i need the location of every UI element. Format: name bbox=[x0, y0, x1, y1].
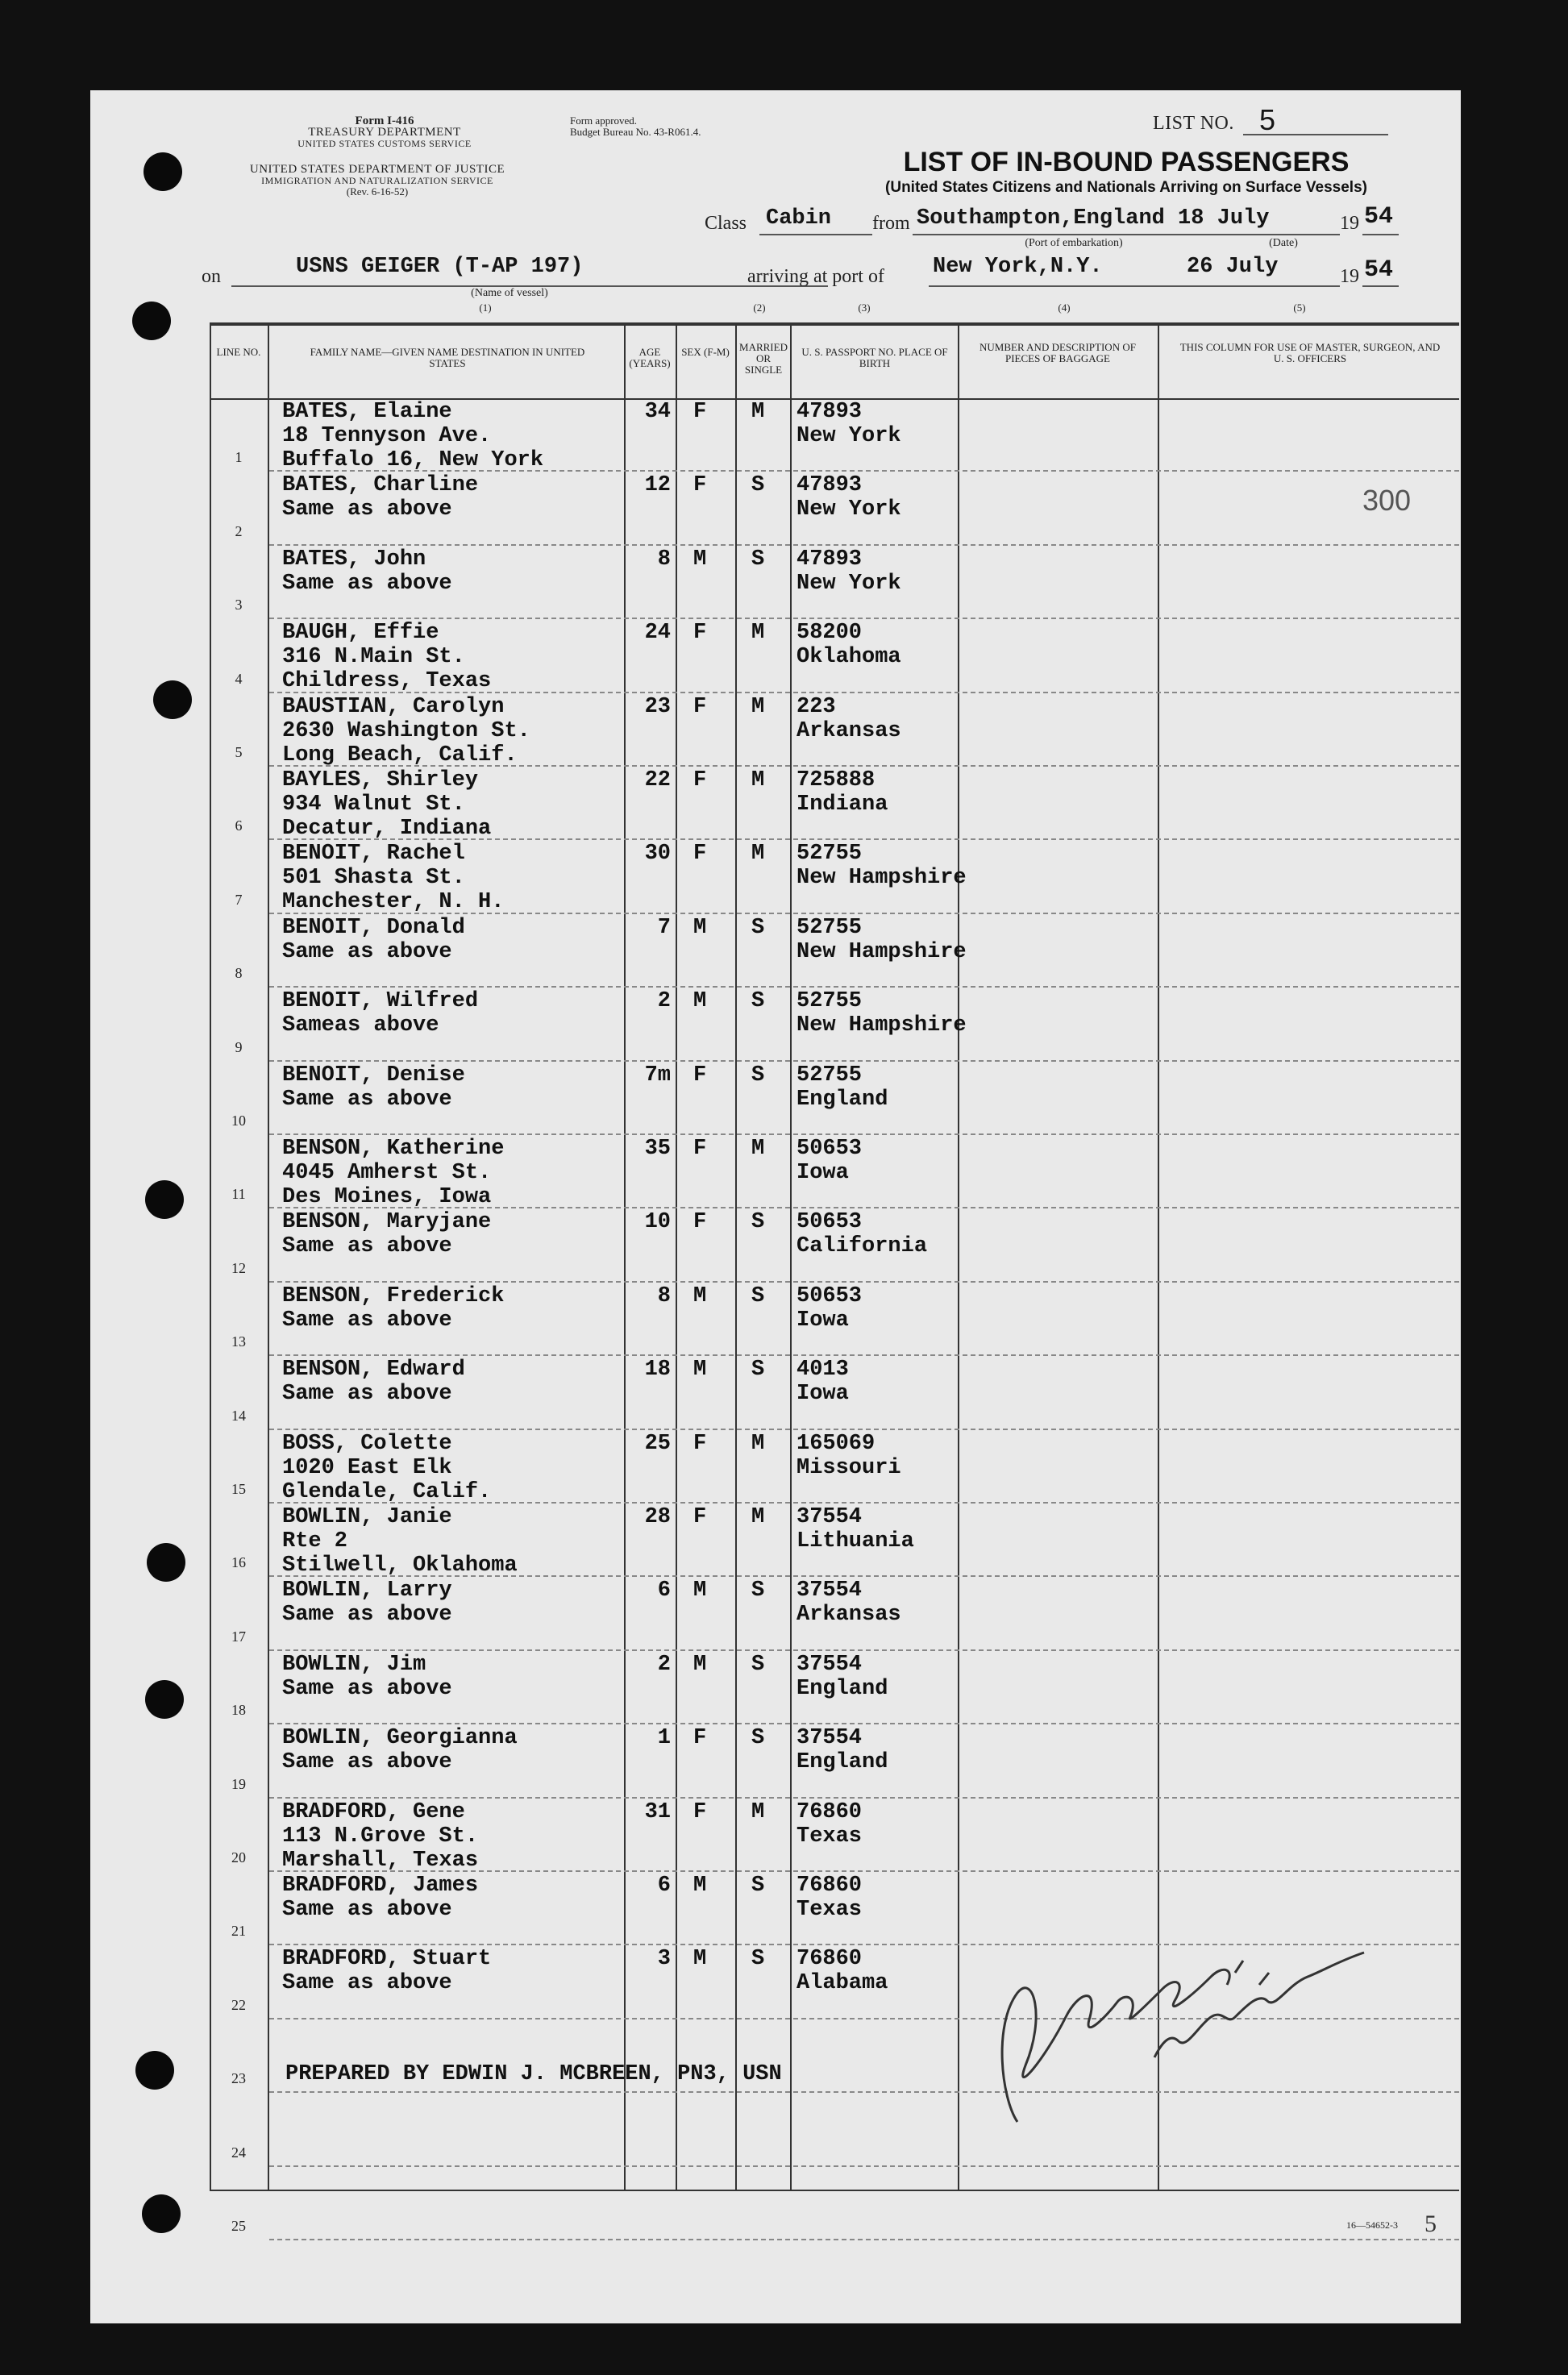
place-of-birth: New York bbox=[796, 424, 901, 448]
passenger-sex: F bbox=[693, 1137, 707, 1161]
passenger-name: BENOIT, Denise bbox=[282, 1063, 465, 1088]
passenger-age: 6 bbox=[657, 1578, 671, 1603]
marital-status: M bbox=[751, 842, 765, 867]
row-line-number: 19 bbox=[231, 1775, 246, 1792]
side-number: 300 bbox=[1362, 484, 1412, 517]
passenger-age: 34 bbox=[644, 400, 671, 424]
row-line-number: 9 bbox=[235, 1038, 243, 1055]
marital-status: S bbox=[751, 1947, 765, 1972]
destination-line-1: Same as above bbox=[282, 1382, 452, 1407]
table-row bbox=[210, 400, 1459, 473]
passenger-age: 30 bbox=[644, 842, 671, 867]
destination-line-1: 4045 Amherst St. bbox=[282, 1161, 492, 1185]
marital-status: M bbox=[751, 694, 765, 719]
passenger-name: BOWLIN, Georgianna bbox=[282, 1726, 518, 1751]
passenger-name: BOWLIN, Jim bbox=[282, 1652, 426, 1677]
marital-status: S bbox=[751, 547, 765, 572]
date-caption: (Date) bbox=[1269, 237, 1298, 249]
row-line-number: 16 bbox=[231, 1554, 246, 1571]
passenger-name: BAYLES, Shirley bbox=[282, 768, 479, 792]
passport-number: 52755 bbox=[796, 989, 863, 1014]
passenger-name: BRADFORD, Gene bbox=[282, 1799, 465, 1824]
row-line-number: 24 bbox=[231, 2144, 246, 2161]
col-num-3: (3) bbox=[858, 302, 871, 314]
list-no-label: LIST NO. bbox=[1153, 113, 1234, 134]
marital-status: S bbox=[751, 1578, 765, 1603]
passenger-sex: M bbox=[693, 547, 707, 572]
passenger-age: 2 bbox=[657, 989, 671, 1014]
passenger-age: 8 bbox=[657, 1283, 671, 1308]
vessel-caption: (Name of vessel) bbox=[471, 287, 548, 299]
passport-number: 47893 bbox=[796, 400, 863, 424]
row-line-number: 11 bbox=[231, 1186, 246, 1203]
row-line-number: 18 bbox=[231, 1702, 246, 1719]
binder-hole bbox=[135, 2051, 174, 2090]
table-row bbox=[210, 1505, 1459, 1578]
passenger-name: BOWLIN, Larry bbox=[282, 1578, 452, 1603]
passport-number: 37554 bbox=[796, 1505, 863, 1529]
passenger-age: 6 bbox=[657, 1874, 671, 1898]
marital-status: M bbox=[751, 1137, 765, 1161]
passport-number: 223 bbox=[796, 694, 836, 719]
destination-line-2: Marshall, Texas bbox=[282, 1848, 479, 1873]
marital-status: S bbox=[751, 1358, 765, 1383]
passenger-name: BAUGH, Effie bbox=[282, 621, 439, 646]
col-header-baggage: NUMBER AND DESCRIPTION OF PIECES OF BAGGAGE bbox=[979, 341, 1136, 364]
destination-line-1: Rte 2 bbox=[282, 1529, 348, 1554]
form-subtitle: (United States Citizens and Nationals Arriving on Surface Vessels) bbox=[885, 179, 1367, 196]
budget-bureau: Budget Bureau No. 43-R061.4. bbox=[570, 126, 701, 138]
col-num-5: (5) bbox=[1293, 302, 1306, 314]
passenger-sex: F bbox=[693, 400, 707, 424]
place-of-birth: Lithuania bbox=[796, 1529, 914, 1554]
year-prefix-2: 19 bbox=[1340, 266, 1359, 287]
passenger-sex: F bbox=[693, 1063, 707, 1088]
passenger-sex: M bbox=[693, 1874, 707, 1898]
row-line-number: 15 bbox=[231, 1480, 246, 1497]
table-row bbox=[210, 842, 1459, 915]
dept-treasury: TREASURY DEPARTMENT bbox=[308, 126, 461, 139]
destination-line-1: 501 Shasta St. bbox=[282, 866, 465, 891]
row-line-number: 17 bbox=[231, 1628, 246, 1645]
officer-signature bbox=[969, 1896, 1388, 2138]
marital-status: S bbox=[751, 989, 765, 1014]
table-row bbox=[210, 1726, 1459, 1799]
col-num-2: (2) bbox=[753, 302, 766, 314]
passport-number: 725888 bbox=[796, 768, 876, 792]
binder-hole bbox=[147, 1543, 185, 1582]
table-row bbox=[210, 1578, 1459, 1652]
col-header-line-no: LINE NO. bbox=[216, 346, 261, 358]
passport-number: 50653 bbox=[796, 1283, 863, 1308]
marital-status: M bbox=[751, 400, 765, 424]
marital-status: S bbox=[751, 1063, 765, 1088]
from-value: Southampton,England 18 July bbox=[917, 206, 1270, 231]
col-header-passport: U. S. PASSPORT NO. PLACE OF BIRTH bbox=[801, 346, 948, 369]
destination-line-1: Same as above bbox=[282, 1750, 452, 1775]
passenger-age: 35 bbox=[644, 1137, 671, 1161]
place-of-birth: Iowa bbox=[796, 1308, 849, 1333]
passenger-sex: M bbox=[693, 1358, 707, 1383]
place-of-birth: New Hampshire bbox=[796, 866, 967, 891]
passenger-name: BENSON, Katherine bbox=[282, 1137, 505, 1161]
marital-status: S bbox=[751, 1652, 765, 1677]
passenger-sex: F bbox=[693, 694, 707, 719]
destination-line-1: 18 Tennyson Ave. bbox=[282, 424, 492, 448]
passenger-age: 22 bbox=[644, 768, 671, 792]
marital-status: S bbox=[751, 1210, 765, 1235]
passenger-age: 31 bbox=[644, 1799, 671, 1824]
table-row bbox=[210, 1210, 1459, 1283]
table-row bbox=[210, 621, 1459, 694]
table-row bbox=[210, 989, 1459, 1063]
row-line-number: 12 bbox=[231, 1259, 246, 1276]
passenger-name: BENSON, Frederick bbox=[282, 1283, 505, 1308]
passenger-sex: F bbox=[693, 842, 707, 867]
passenger-sex: M bbox=[693, 1578, 707, 1603]
marital-status: M bbox=[751, 1431, 765, 1456]
destination-line-2: Glendale, Calif. bbox=[282, 1479, 492, 1504]
passenger-sex: F bbox=[693, 1799, 707, 1824]
col-header-age: AGE (YEARS) bbox=[629, 346, 671, 369]
destination-line-2: Stilwell, Oklahoma bbox=[282, 1554, 518, 1578]
marital-status: M bbox=[751, 1505, 765, 1529]
marital-status: S bbox=[751, 915, 765, 940]
passport-number: 52755 bbox=[796, 915, 863, 940]
table-row bbox=[210, 1063, 1459, 1137]
row-line-number: 7 bbox=[235, 891, 243, 908]
passenger-sex: M bbox=[693, 1283, 707, 1308]
passenger-name: BENSON, Edward bbox=[282, 1358, 465, 1383]
row-line-number: 23 bbox=[231, 2070, 246, 2087]
table-row bbox=[210, 768, 1459, 842]
passport-number: 76860 bbox=[796, 1874, 863, 1898]
dept-ins: IMMIGRATION AND NATURALIZATION SERVICE bbox=[261, 175, 493, 186]
dept-justice: UNITED STATES DEPARTMENT OF JUSTICE bbox=[249, 163, 505, 176]
table-row bbox=[210, 1432, 1459, 1505]
form-id: Form I-416 bbox=[355, 114, 414, 127]
destination-line-2: Manchester, N. H. bbox=[282, 890, 505, 915]
place-of-birth: Iowa bbox=[796, 1382, 849, 1407]
passport-number: 4013 bbox=[796, 1358, 849, 1383]
marital-status: M bbox=[751, 1799, 765, 1824]
destination-line-2: Buffalo 16, New York bbox=[282, 448, 544, 472]
passenger-age: 2 bbox=[657, 1652, 671, 1677]
passenger-age: 8 bbox=[657, 547, 671, 572]
col-num-4: (4) bbox=[1058, 302, 1071, 314]
row-line-number: 21 bbox=[231, 1923, 246, 1940]
binder-hole bbox=[145, 1680, 184, 1719]
binder-hole bbox=[153, 680, 192, 719]
passenger-age: 7m bbox=[644, 1063, 671, 1088]
col-header-officers: THIS COLUMN FOR USE OF MASTER, SURGEON, AND U. S. OFFICERS bbox=[1179, 341, 1441, 364]
col-header-married: MARRIED OR SINGLE bbox=[739, 341, 788, 376]
dept-customs: UNITED STATES CUSTOMS SERVICE bbox=[297, 138, 472, 149]
year-value-1: 54 bbox=[1364, 203, 1394, 231]
year-value-2: 54 bbox=[1364, 256, 1394, 284]
place-of-birth: Arkansas bbox=[796, 718, 901, 743]
passenger-name: BENOIT, Rachel bbox=[282, 842, 465, 867]
passenger-sex: M bbox=[693, 915, 707, 940]
row-line-number: 25 bbox=[231, 2217, 246, 2234]
table-row bbox=[210, 1358, 1459, 1431]
place-of-birth: Arkansas bbox=[796, 1603, 901, 1628]
destination-line-1: 2630 Washington St. bbox=[282, 718, 530, 743]
place-of-birth: California bbox=[796, 1234, 928, 1259]
row-line-number: 2 bbox=[235, 522, 243, 539]
destination-line-1: Same as above bbox=[282, 1603, 452, 1628]
destination-line-1: Same as above bbox=[282, 497, 452, 522]
passenger-sex: F bbox=[693, 768, 707, 792]
passenger-name: BRADFORD, James bbox=[282, 1874, 479, 1898]
row-line-number: 22 bbox=[231, 1996, 246, 2013]
passenger-sex: F bbox=[693, 1431, 707, 1456]
destination-line-1: Same as above bbox=[282, 1971, 452, 1996]
passenger-sex: M bbox=[693, 1947, 707, 1972]
destination-line-1: Sameas above bbox=[282, 1013, 439, 1038]
col-header-sex: SEX (F-M) bbox=[681, 346, 730, 358]
marital-status: S bbox=[751, 1874, 765, 1898]
place-of-birth: Oklahoma bbox=[796, 645, 901, 670]
passenger-name: BOSS, Colette bbox=[282, 1431, 452, 1456]
place-of-birth: Missouri bbox=[796, 1455, 901, 1480]
passenger-name: BENSON, Maryjane bbox=[282, 1210, 492, 1235]
on-label: on bbox=[202, 266, 221, 287]
passenger-name: BRADFORD, Stuart bbox=[282, 1947, 492, 1972]
destination-line-2: Childress, Texas bbox=[282, 669, 492, 694]
arrival-port: New York,N.Y. bbox=[933, 255, 1103, 279]
passenger-age: 1 bbox=[657, 1726, 671, 1751]
row-line-number: 10 bbox=[231, 1112, 246, 1129]
row-line-number: 8 bbox=[235, 965, 243, 982]
row-line-number: 1 bbox=[235, 449, 243, 466]
row-line-number: 14 bbox=[231, 1407, 246, 1424]
form-title: LIST OF IN-BOUND PASSENGERS bbox=[903, 147, 1350, 177]
passport-number: 52755 bbox=[796, 842, 863, 867]
marital-status: S bbox=[751, 1726, 765, 1751]
binder-hole bbox=[132, 302, 171, 340]
destination-line-2: Long Beach, Calif. bbox=[282, 742, 518, 767]
list-no-value: 5 bbox=[1259, 103, 1276, 136]
passport-number: 47893 bbox=[796, 547, 863, 572]
marital-status: S bbox=[751, 1283, 765, 1308]
passenger-sex: F bbox=[693, 1505, 707, 1529]
col-num-1: (1) bbox=[479, 302, 492, 314]
form-revision: (Rev. 6-16-52) bbox=[346, 185, 409, 198]
passenger-age: 3 bbox=[657, 1947, 671, 1972]
passport-number: 37554 bbox=[796, 1652, 863, 1677]
passport-number: 58200 bbox=[796, 621, 863, 646]
passport-number: 52755 bbox=[796, 1063, 863, 1088]
passenger-age: 12 bbox=[644, 473, 671, 498]
place-of-birth: New York bbox=[796, 571, 901, 596]
destination-line-1: 1020 East Elk bbox=[282, 1455, 452, 1480]
binder-hole bbox=[142, 2194, 181, 2233]
marital-status: M bbox=[751, 768, 765, 792]
table-row bbox=[210, 695, 1459, 768]
passport-number: 50653 bbox=[796, 1210, 863, 1235]
destination-line-1: 934 Walnut St. bbox=[282, 792, 465, 817]
place-of-birth: Texas bbox=[796, 1898, 863, 1922]
destination-line-1: 316 N.Main St. bbox=[282, 645, 465, 670]
table-row bbox=[210, 1653, 1459, 1726]
passenger-name: BENOIT, Wilfred bbox=[282, 989, 479, 1014]
passenger-name: BOWLIN, Janie bbox=[282, 1505, 452, 1529]
place-of-birth: England bbox=[796, 1750, 888, 1775]
passenger-age: 24 bbox=[644, 621, 671, 646]
row-line-number: 5 bbox=[235, 743, 243, 760]
table-row bbox=[210, 1800, 1459, 1874]
passenger-name: BENOIT, Donald bbox=[282, 915, 465, 940]
destination-line-1: Same as above bbox=[282, 1087, 452, 1112]
table-row bbox=[210, 473, 1459, 547]
col-header-name: FAMILY NAME—GIVEN NAME DESTINATION IN UNITED STATES bbox=[310, 346, 585, 369]
year-prefix-1: 19 bbox=[1340, 213, 1359, 234]
passenger-age: 28 bbox=[644, 1505, 671, 1529]
vessel-name: USNS GEIGER (T-AP 197) bbox=[296, 255, 584, 279]
place-of-birth: New Hampshire bbox=[796, 1013, 967, 1038]
row-line-number: 20 bbox=[231, 1849, 246, 1865]
table-row bbox=[210, 1284, 1459, 1358]
table-row bbox=[210, 547, 1459, 621]
marital-status: S bbox=[751, 473, 765, 498]
arrival-date: 26 July bbox=[1187, 255, 1279, 279]
place-of-birth: Iowa bbox=[796, 1161, 849, 1185]
destination-line-1: Same as above bbox=[282, 1234, 452, 1259]
class-value: Cabin bbox=[766, 206, 832, 231]
place-of-birth: Texas bbox=[796, 1824, 863, 1849]
place-of-birth: England bbox=[796, 1676, 888, 1701]
passenger-name: BATES, Elaine bbox=[282, 400, 452, 424]
binder-hole bbox=[143, 152, 182, 191]
table-row bbox=[210, 916, 1459, 989]
passport-number: 165069 bbox=[796, 1431, 876, 1456]
passenger-age: 7 bbox=[657, 915, 671, 940]
binder-hole bbox=[145, 1180, 184, 1219]
destination-line-1: Same as above bbox=[282, 1898, 452, 1922]
place-of-birth: Indiana bbox=[796, 792, 888, 817]
passenger-age: 25 bbox=[644, 1431, 671, 1456]
passenger-name: BATES, Charline bbox=[282, 473, 479, 498]
passport-number: 76860 bbox=[796, 1947, 863, 1972]
passenger-sex: F bbox=[693, 1210, 707, 1235]
passport-number: 50653 bbox=[796, 1137, 863, 1161]
marital-status: M bbox=[751, 621, 765, 646]
passport-number: 47893 bbox=[796, 473, 863, 498]
form-page bbox=[90, 90, 1461, 2323]
port-embark-caption: (Port of embarkation) bbox=[1025, 237, 1123, 249]
form-code: 16—54652-3 bbox=[1346, 2219, 1398, 2231]
passenger-name: BAUSTIAN, Carolyn bbox=[282, 694, 505, 719]
place-of-birth: Alabama bbox=[796, 1971, 888, 1996]
passenger-sex: M bbox=[693, 989, 707, 1014]
passenger-sex: F bbox=[693, 621, 707, 646]
row-line-number: 6 bbox=[235, 817, 243, 834]
passenger-age: 10 bbox=[644, 1210, 671, 1235]
passenger-sex: F bbox=[693, 1726, 707, 1751]
row-line-number: 4 bbox=[235, 670, 243, 687]
passport-number: 76860 bbox=[796, 1799, 863, 1824]
place-of-birth: England bbox=[796, 1087, 888, 1112]
passport-number: 37554 bbox=[796, 1578, 863, 1603]
destination-line-2: Decatur, Indiana bbox=[282, 817, 492, 841]
passenger-age: 23 bbox=[644, 694, 671, 719]
passenger-age: 18 bbox=[644, 1358, 671, 1383]
row-line-number: 3 bbox=[235, 597, 243, 614]
destination-line-2: Des Moines, Iowa bbox=[282, 1185, 492, 1209]
passport-number: 37554 bbox=[796, 1726, 863, 1751]
destination-line-1: Same as above bbox=[282, 1308, 452, 1333]
arriving-label: arriving at port of bbox=[747, 266, 884, 287]
form-approved: Form approved. bbox=[570, 114, 638, 127]
destination-line-1: Same as above bbox=[282, 939, 452, 964]
destination-line-1: 113 N.Grove St. bbox=[282, 1824, 479, 1849]
page-mark: 5 bbox=[1425, 2211, 1437, 2237]
destination-line-1: Same as above bbox=[282, 571, 452, 596]
table-row-empty bbox=[210, 2169, 1459, 2242]
destination-line-1: Same as above bbox=[282, 1676, 452, 1701]
passenger-name: BATES, John bbox=[282, 547, 426, 572]
row-line-number: 13 bbox=[231, 1333, 246, 1350]
from-label: from bbox=[872, 213, 910, 234]
passenger-sex: M bbox=[693, 1652, 707, 1677]
table-row bbox=[210, 1137, 1459, 1210]
passenger-sex: F bbox=[693, 473, 707, 498]
class-label: Class bbox=[705, 213, 747, 234]
place-of-birth: New Hampshire bbox=[796, 939, 967, 964]
place-of-birth: New York bbox=[796, 497, 901, 522]
prepared-by: PREPARED BY EDWIN J. MCBREEN, PN3, USN bbox=[285, 2062, 782, 2087]
